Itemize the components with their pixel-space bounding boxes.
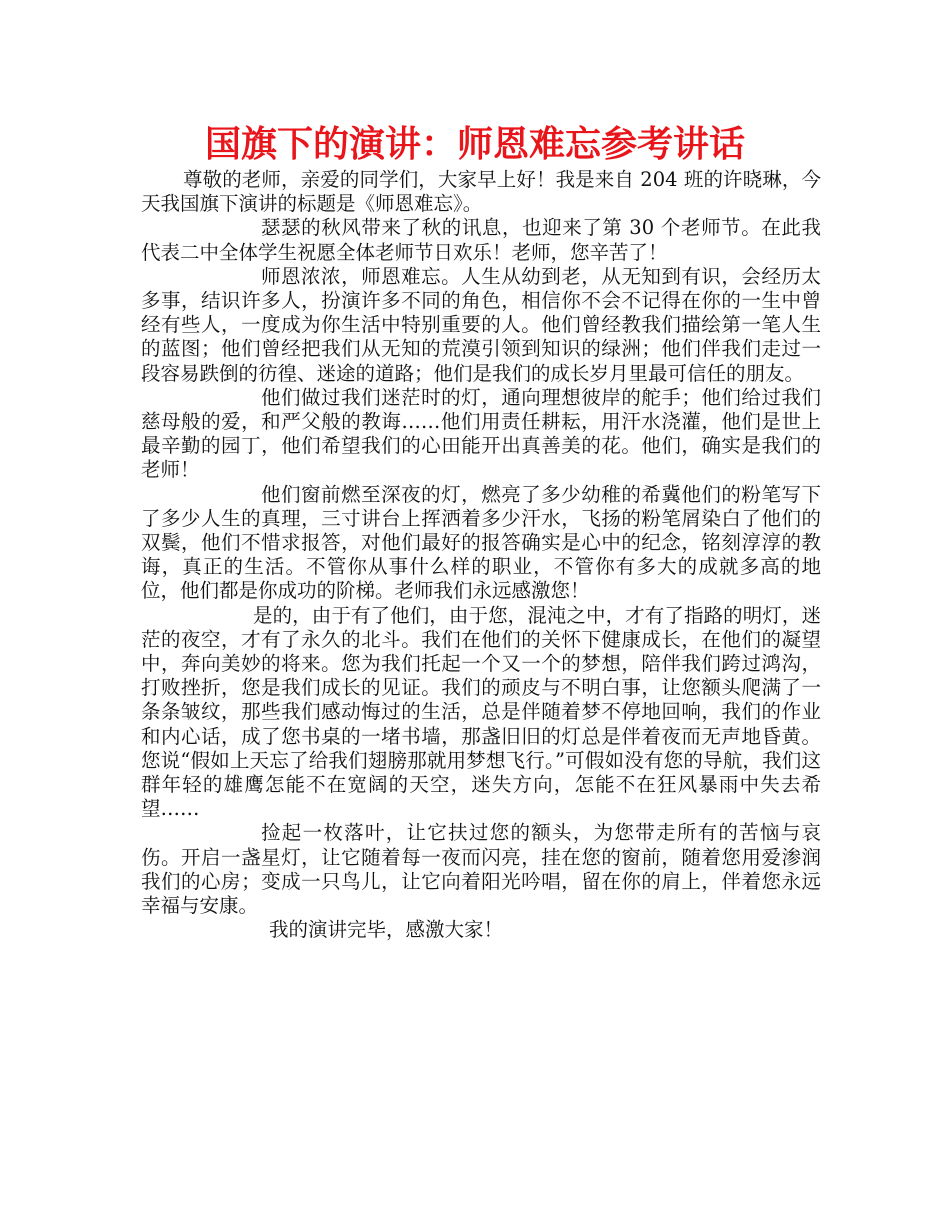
paragraph-wishes: 捡起一枚落叶，让它扶过您的额头，为您带走所有的苦恼与哀伤。开启一盏星灯，让它随着每一夜而闪亮，挂在您的窗前，随着您用爱渗润我们的心房；变成一只鸟儿，让它向着阳光吟唱，留在你的肩上，伴着您永远幸福与安康。 xyxy=(141,821,821,918)
paragraph-dedication: 他们窗前燃至深夜的灯，燃亮了多少幼稚的希冀他们的粉笔写下了多少人生的真理，三寸讲台上挥洒着多少汗水，飞扬的粉笔屑染白了他们的双鬓，他们不惜求报答，对他们最好的报答确实是心中的纪念，铭刻淳淳的教诲，真正的生活。不管你从事什么样的职业，不管你有多大的成就多高的地位，他们都是你成功的阶梯。老师我们永远感激您！ xyxy=(141,482,821,603)
paragraph-thanks: 是的，由于有了他们，由于您，混沌之中，才有了指路的明灯，迷茫的夜空，才有了永久的北斗。我们在他们的关怀下健康成长，在他们的凝望中，奔向美妙的将来。您为我们托起一个又一个的梦想，陪伴我们跨过鸿沟，打败挫折，您是我们成长的见证。我们的顽皮与不明白事，让您额头爬满了一条条皱纹，那些我们感动悔过的生活，总是伴随着梦不停地回响，我们的作业和内心话，成了您书桌的一堵书墙，那盏旧旧的灯总是伴着夜而无声地昏黄。您说“假如上天忘了给我们翅膀那就用梦想飞行。”可假如没有您的导航，我们这群年轻的雄鹰怎能不在宽阔的天空，迷失方向，怎能不在狂风暴雨中失去希望…… xyxy=(141,603,821,821)
speech-body xyxy=(141,168,821,943)
paragraph-guidance: 他们做过我们迷茫时的灯，通向理想彼岸的舵手；他们给过我们慈母般的爱，和严父般的教诲……他们用责任耕耘，用汗水浇灌，他们是世上最辛勤的园丁，他们希望我们的心田能开出真善美的花。他们，确实是我们的老师！ xyxy=(141,385,821,482)
paragraph-gratitude: 师恩浓浓，师恩难忘。人生从幼到老，从无知到有识，会经历太多事，结识许多人，扮演许多不同的角色，相信你不会不记得在你的一生中曾经有些人，一度成为你生活中特别重要的人。他们曾经教我们描绘第一笔人生的蓝图；他们曾经把我们从无知的荒漠引领到知识的绿洲；他们伴我们走过一段容易跌倒的彷徨、迷途的道路；他们是我们的成长岁月里最可信任的朋友。 xyxy=(141,264,821,385)
paragraph-greeting: 尊敬的老师，亲爱的同学们，大家早上好！我是来自 204 班的许晓琳，今天我国旗下演讲的标题是《师恩难忘》。 xyxy=(141,168,821,216)
document-title: 国旗下的演讲：师恩难忘参考讲话 xyxy=(204,124,745,165)
paragraph-closing: 我的演讲完毕，感激大家！ xyxy=(269,918,504,942)
paragraph-teachers-day: 瑟瑟的秋风带来了秋的讯息，也迎来了第 30 个老师节。在此我代表二中全体学生祝愿全体老师节日欢乐！老师，您辛苦了！ xyxy=(141,216,821,264)
